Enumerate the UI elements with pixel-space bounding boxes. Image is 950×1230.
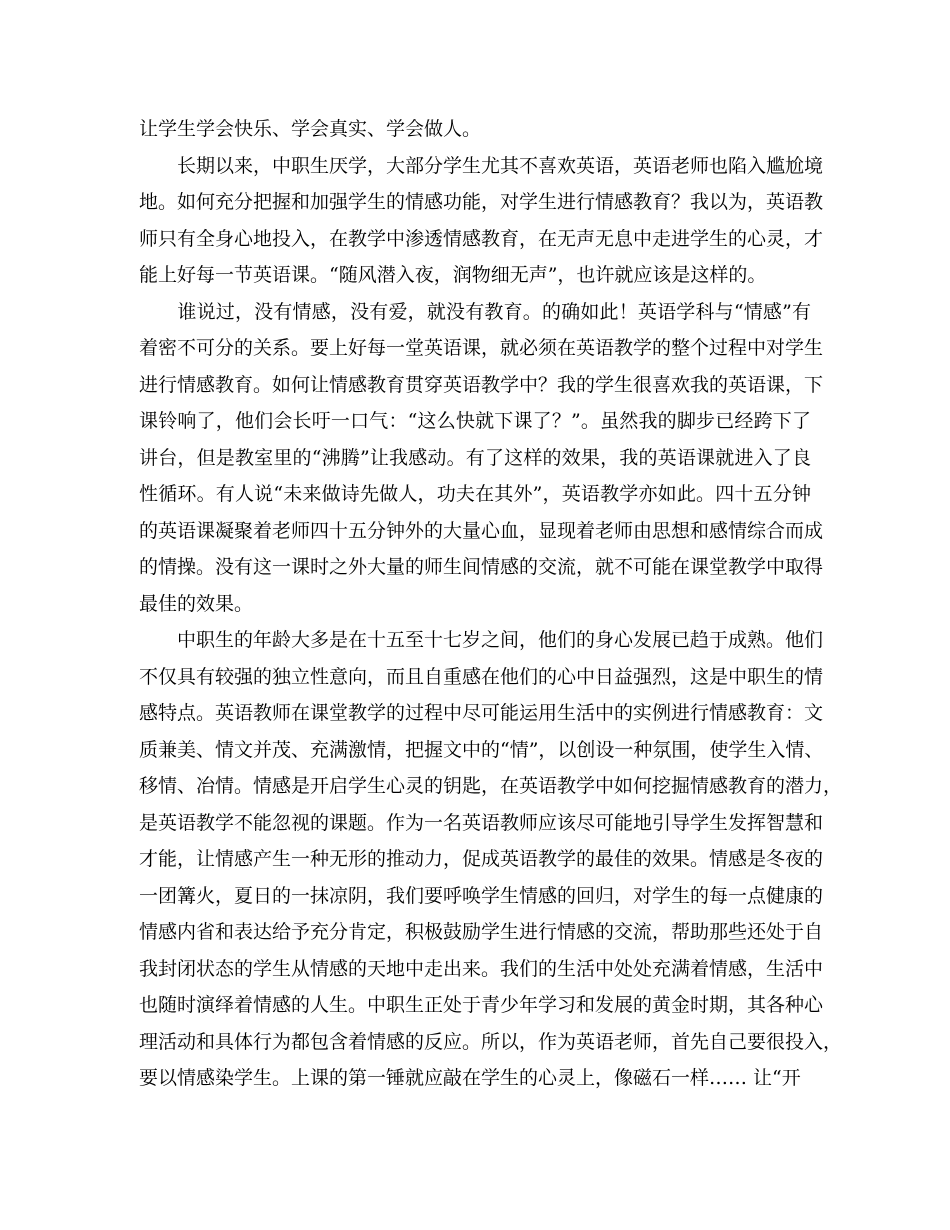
- text-line: 的英语课凝聚着老师四十五分钟外的大量心血，显现着老师由思想和感情综合而成: [139, 519, 824, 542]
- text-line: 地。如何充分把握和加强学生的情感功能，对学生进行情感教育？我以为，英语教: [139, 191, 824, 213]
- text-line: 不仅具有较强的独立性意向，而且自重感在他们的心中日益强烈，这是中职生的情: [139, 665, 824, 688]
- text-line: 最佳的效果。: [139, 592, 254, 615]
- text-line: 移情、冶情。情感是开启学生心灵的钥匙，在英语教学中如何挖掘情感教育的潜力，: [139, 775, 843, 797]
- text-line: 进行情感教育。如何让情感教育贯穿英语教学中？我的学生很喜欢我的英语课，下: [139, 373, 824, 396]
- text-line: 中职生的年龄大多是在十五至十七岁之间，他们的身心发展已趋于成熟。他们: [139, 629, 824, 651]
- text-line: 让学生学会快乐、学会真实、学会做人。: [139, 118, 482, 140]
- text-line: 感特点。英语教师在课堂教学的过程中尽可能运用生活中的实例进行情感教育：文: [139, 702, 824, 724]
- text-line: 我封闭状态的学生从情感的天地中走出来。我们的生活中处处充满着情感，生活中: [139, 957, 824, 980]
- text-line: 能上好每一节英语课。“随风潜入夜，润物细无声”，也许就应该是这样的。: [139, 264, 767, 286]
- text-line: 情感内省和表达给予充分肯定，积极鼓励学生进行情感的交流，帮助那些还处于自: [139, 921, 824, 943]
- text-line: 着密不可分的关系。要上好每一堂英语课，就必须在英语教学的整个过程中对学生: [139, 337, 824, 359]
- body-text: [139, 111, 843, 1097]
- text-line: 要以情感染学生。上课的第一锤就应敲在学生的心灵上，像磁石一样…… 让“开: [139, 1067, 801, 1089]
- text-line: 的情操。没有这一课时之外大量的师生间情感的交流，就不可能在课堂教学中取得: [139, 556, 824, 578]
- text-line: 性循环。有人说“未来做诗先做人，功夫在其外”，英语教学亦如此。四十五分钟: [139, 483, 811, 505]
- text-line: 谁说过，没有情感，没有爱，就没有教育。的确如此！英语学科与“情感”有: [139, 300, 811, 323]
- text-line: 课铃响了，他们会长吁一口气：“这么快就下课了？”。虽然我的脚步已经跨下了: [139, 410, 811, 432]
- text-line: 也随时演绎着情感的人生。中职生正处于青少年学习和发展的黄金时期，其各种心: [139, 994, 824, 1016]
- text-line: 一团篝火，夏日的一抹凉阴，我们要呼唤学生情感的回归，对学生的每一点健康的: [139, 884, 824, 907]
- text-line: 讲台，但是教室里的“沸腾”让我感动。有了这样的效果，我的英语课就进入了良: [139, 446, 811, 469]
- text-line: 质兼美、情文并茂、充满激情，把握文中的“情”，以创设一种氛围，使学生入情、: [139, 738, 824, 761]
- text-line: 才能，让情感产生一种无形的推动力，促成英语教学的最佳的效果。情感是冬夜的: [139, 848, 824, 870]
- text-line: 师只有全身心地投入，在教学中渗透情感教育，在无声无息中走进学生的心灵，才: [139, 227, 824, 250]
- text-line: 长期以来，中职生厌学，大部分学生尤其不喜欢英语，英语老师也陷入尴尬境: [139, 154, 824, 177]
- text-line: 是英语教学不能忽视的课题。作为一名英语教师应该尽可能地引导学生发挥智慧和: [139, 811, 824, 834]
- text-line: 理活动和具体行为都包含着情感的反应。所以，作为英语老师，首先自己要很投入，: [139, 1030, 843, 1053]
